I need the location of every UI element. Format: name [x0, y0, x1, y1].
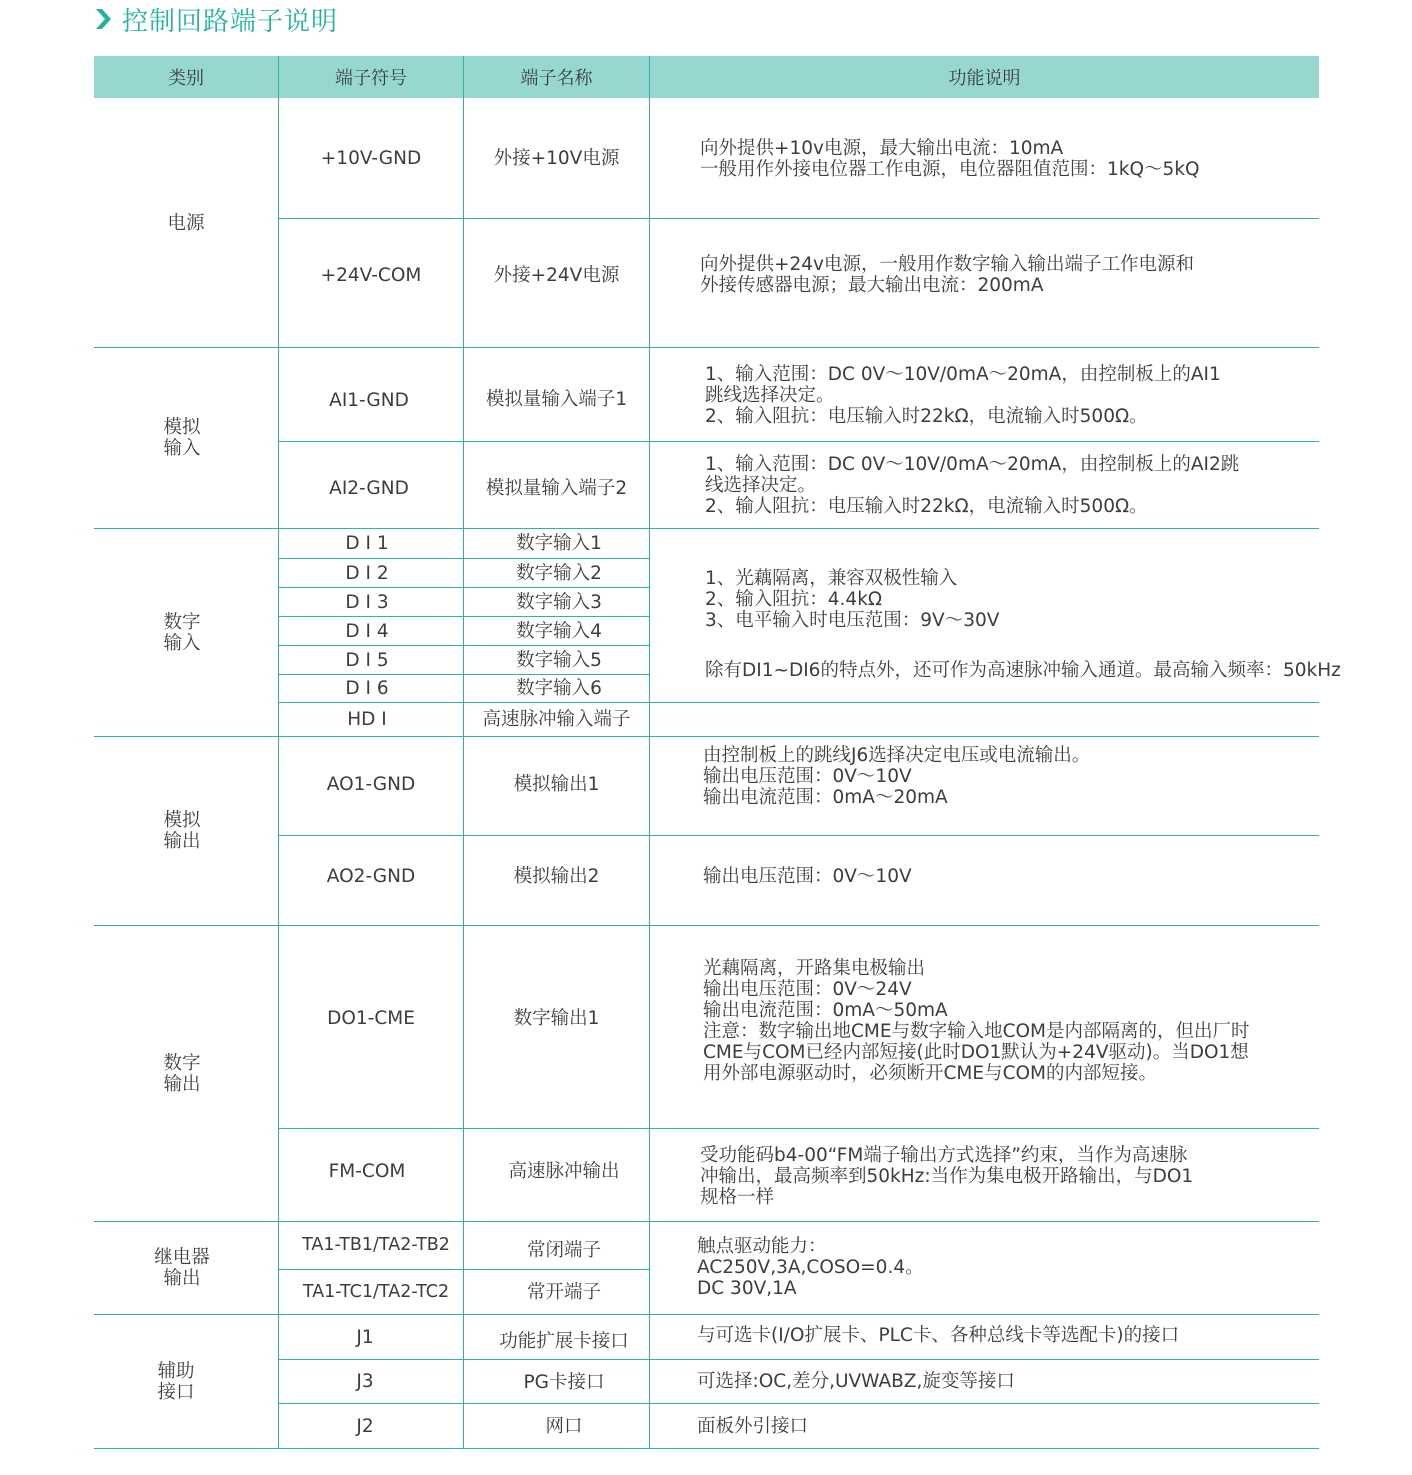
description-cell: 输出电压范围：0V～10V [703, 865, 912, 887]
name-cell: 数字输入6 [516, 678, 602, 699]
description-cell: 光藕隔离，开路集电极输出 输出电压范围：0V～24V 输出电流范围：0mA～50mA 注意：数字输出地CME与数字输入地COM是内部隔离的，但出厂时 CME与COM已经内部短接(此时DO1默认为+24V驱动)。当DO1想 用外部电源驱动时，必须断开CME与COM的内部短接。 [703, 958, 1250, 1084]
name-cell: 数字输出1 [513, 1008, 600, 1029]
name-cell: 数字输入2 [516, 562, 602, 584]
symbol-cell: FM-COM [328, 1160, 406, 1182]
group-divider [94, 347, 1319, 348]
description-cell: 1、输入范围：DC 0V～10V/0mA～20mA，由控制板上的AI2跳 线选择决定。 2、输人阻抗：电压输入时22kΩ，电流输入时500Ω。 [705, 453, 1240, 517]
symbol-cell: AO2-GND [326, 865, 416, 887]
symbol-cell: J2 [356, 1415, 374, 1437]
category-aux-interface: 辅助 接口 [157, 1360, 195, 1403]
description-cell: 1、输入范围：DC 0V～10V/0mA～20mA，由控制板上的AI1 跳线选择决定。 2、输入阻抗：电压输入时22kΩ，电流输入时500Ω。 [705, 363, 1221, 427]
symbol-cell: D I 6 [345, 678, 389, 699]
symbol-cell: +24V-COM [320, 264, 422, 286]
name-cell: 模拟输出2 [513, 865, 600, 887]
symbol-cell: D I 4 [345, 620, 389, 642]
group-divider [94, 1221, 1319, 1222]
symbol-cell: J1 [356, 1326, 374, 1348]
group-divider [94, 925, 1319, 926]
group-divider [94, 1448, 1319, 1449]
name-cell: 外接+24V电源 [493, 264, 620, 286]
category-digital-input: 数字 输入 [163, 611, 201, 654]
description-cell: 向外提供+10v电源，最大输出电流：10mA 一般用作外接电位器工作电源，电位器阻值范围：1kQ～5kQ [700, 137, 1200, 180]
name-cell: 模拟量输入端子1 [485, 388, 628, 410]
symbol-cell: AI2-GND [329, 477, 409, 499]
name-cell: 常开端子 [526, 1281, 601, 1303]
symbol-cell: D I 3 [345, 591, 389, 613]
name-cell: 高速脉冲输出 [508, 1160, 620, 1182]
category-power: 电源 [167, 212, 205, 234]
symbol-cell: TA1-TB1/TA2-TB2 [302, 1235, 450, 1255]
name-cell: 网口 [545, 1415, 583, 1437]
description-cell: 可选择:OC,差分,UVWABZ,旋变等接口 [697, 1371, 1015, 1392]
page-title: 控制回路端子说明 [122, 6, 339, 37]
name-cell: 功能扩展卡接口 [499, 1330, 629, 1352]
name-cell: 外接+10V电源 [493, 148, 620, 169]
category-analog-output: 模拟 输出 [163, 810, 201, 852]
symbol-cell: J3 [356, 1371, 374, 1392]
name-cell: 模拟输出1 [513, 773, 600, 795]
description-cell: 与可选卡(Ⅰ/O扩展卡、PLC卡、各种总线卡等选配卡)的接口 [697, 1324, 1180, 1346]
symbol-cell: HD I [347, 709, 387, 730]
symbol-cell: D I 1 [345, 533, 389, 554]
header-category: 类别 [168, 68, 204, 89]
category-digital-output: 数字 输出 [163, 1052, 201, 1095]
name-cell: 数字输入4 [516, 620, 602, 642]
category-analog-input: 模拟 输入 [163, 417, 201, 459]
chevron-right-icon [92, 4, 118, 34]
name-cell: 数字输入1 [516, 533, 602, 554]
symbol-cell: D I 2 [345, 562, 389, 584]
name-cell: PG卡接口 [523, 1372, 605, 1393]
section-title [92, 2, 338, 36]
description-cell: 向外提供+24v电源，一般用作数字输入输出端子工作电源和 外接传感器电源；最大输出电流：200mA [700, 254, 1194, 296]
description-cell: 面板外引接口 [697, 1415, 809, 1437]
description-cell: 由控制板上的跳线J6选择决定电压或电流输出。 输出电压范围：0V～10V 输出电流范围：0mA～20mA [703, 745, 1091, 808]
name-cell: 高速脉冲输入端子 [482, 709, 631, 730]
name-cell: 模拟量输入端子2 [485, 477, 628, 499]
description-cell: 1、光藕隔离，兼容双极性输入 2、输入阻抗：4.4kΩ 3、电平输入时电压范围：9V～30V 除有DI1~DI6的特点外，还可作为高速脉冲输入通道。最高输入频率：50kHz [705, 568, 1341, 681]
name-cell: 数字输入3 [516, 591, 602, 613]
symbol-cell: D I 5 [345, 649, 389, 671]
category-relay-output: 继电器 输出 [154, 1247, 210, 1289]
symbol-cell: AO1-GND [326, 773, 416, 795]
symbol-cell: +10V-GND [320, 148, 422, 169]
symbol-cell: AI1-GND [329, 390, 409, 411]
symbol-cell: DO1-CME [327, 1008, 415, 1029]
group-divider [94, 736, 1319, 737]
header-symbol: 端子符号 [335, 68, 407, 89]
header-function: 功能说明 [948, 68, 1021, 89]
description-cell: 触点驱动能力： AC250V,3A,COSO=0.4。 DC 30V,1A [697, 1236, 924, 1299]
description-cell: 受功能码b4-00“FM端子输出方式选择”约束，当作为高速脉 冲输出，最高频率到50kHz:当作为集电极开路输出，与DO1 规格一样 [700, 1145, 1194, 1208]
name-cell: 常闭端子 [526, 1239, 601, 1261]
group-divider [94, 528, 1319, 529]
header-name: 端子名称 [520, 68, 593, 89]
symbol-cell: TA1-TC1/TA2-TC2 [302, 1281, 450, 1302]
name-cell: 数字输入5 [516, 649, 602, 671]
